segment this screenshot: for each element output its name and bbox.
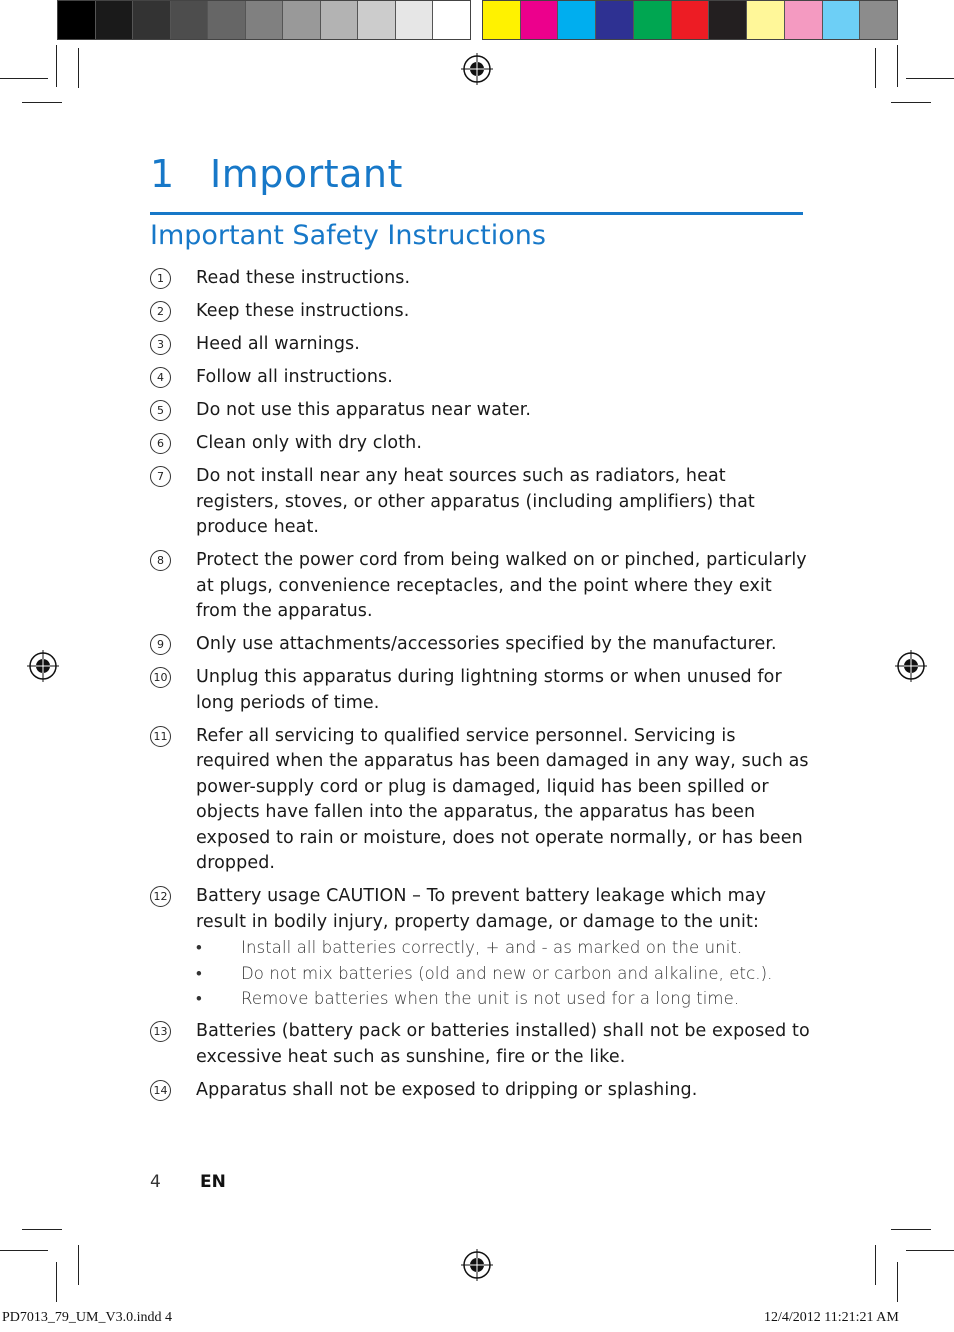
process-swatch [634,1,672,39]
process-swatch [596,1,634,39]
grayscale-swatch [208,1,246,39]
crop-mark-top-right-h1 [906,78,954,79]
item-text: Heed all warnings. [196,334,360,354]
list-item [150,365,810,391]
registration-mark-icon [894,649,928,683]
grayscale-swatch [321,1,359,39]
list-item [150,724,810,877]
slug-datetime: 12/4/2012 11:21:21 AM [764,1310,899,1325]
crop-mark-top-right-v1 [897,45,898,87]
item-body [196,884,810,1012]
item-body [196,431,810,457]
list-item [150,665,810,716]
item-text: Protect the power cord from being walked on or pinched, particularly at plugs, convenience receptacles, and the point where they exit from the apparatus. [196,550,807,621]
grayscale-color-bar [57,0,471,40]
sub-list-item [196,935,810,961]
item-text: Only use attachments/accessories specified by the manufacturer. [196,634,777,654]
sub-item-text: Remove batteries when the unit is not used for a long time. [241,989,740,1008]
item-number-marker: 12 [150,886,171,907]
item-body [196,464,810,541]
item-number-marker: 4 [150,367,171,388]
crop-mark-top-right-h2 [891,102,931,103]
item-number-marker: 14 [150,1080,171,1101]
crop-mark-top-right-v2 [875,48,876,88]
process-swatch [747,1,785,39]
sub-list-item [196,961,810,987]
item-number-marker: 8 [150,550,171,571]
item-body [196,1078,810,1104]
chapter-number: 1 [150,152,175,196]
grayscale-swatch [171,1,209,39]
chapter-title [150,152,403,196]
registration-mark-icon [26,649,60,683]
item-text: Refer all servicing to qualified service personnel. Servicing is required when the apparatus has been damaged in any way, such as power-supply cord or plug is damaged, liquid has been spilled or objects have fallen into the apparatus, the apparatus has been exposed to rain or moisture, does not operate normally, or has been dropped. [196,725,809,873]
registration-mark-icon [460,1248,494,1282]
page-number: 4 [150,1172,161,1192]
crop-mark-top-left-h1 [0,78,48,79]
bullet-icon [196,935,241,961]
crop-mark-bottom-right-h1 [891,1229,931,1230]
process-swatch [521,1,559,39]
process-swatch [860,1,897,39]
list-item [150,332,810,358]
sub-item-text: Install all batteries correctly, + and - as marked on the unit. [241,938,743,957]
process-swatch [785,1,823,39]
sub-list-item [196,986,810,1012]
process-swatch [672,1,710,39]
item-text: Read these instructions. [196,268,411,288]
list-item [150,884,810,1012]
registration-mark-icon [460,52,494,86]
item-body [196,1019,810,1070]
grayscale-swatch [133,1,171,39]
item-text: Do not use this apparatus near water. [196,400,532,420]
item-body [196,332,810,358]
item-number-marker: 6 [150,433,171,454]
grayscale-swatch [283,1,321,39]
process-swatch [558,1,596,39]
crop-mark-bottom-right-v2 [875,1245,876,1285]
list-item [150,1019,810,1070]
item-number-marker: 9 [150,634,171,655]
item-body [196,299,810,325]
item-number-marker: 3 [150,334,171,355]
item-text: Batteries (battery pack or batteries installed) shall not be exposed to excessive heat such as sunshine, fire or the like. [196,1021,810,1067]
item-number-marker: 10 [150,667,171,688]
crop-mark-bottom-right-v1 [897,1262,898,1302]
grayscale-swatch [396,1,434,39]
list-item [150,398,810,424]
process-swatch [823,1,861,39]
item-text: Unplug this apparatus during lightning storms or when unused for long periods of time. [196,667,782,713]
grayscale-swatch [433,1,470,39]
process-color-bar [482,0,898,40]
item-body [196,266,810,292]
item-text: Do not install near any heat sources such as radiators, heat registers, stoves, or other apparatus (including amplifiers) that produce heat. [196,466,755,537]
grayscale-swatch [96,1,134,39]
list-item [150,266,810,292]
battery-sublist [196,935,810,1012]
crop-mark-bottom-left-v1 [56,1262,57,1302]
item-text: Keep these instructions. [196,301,410,321]
crop-mark-bottom-left-v2 [78,1245,79,1285]
item-number-marker: 5 [150,400,171,421]
item-number-marker: 13 [150,1021,171,1042]
item-number-marker: 7 [150,466,171,487]
item-body [196,398,810,424]
language-code: EN [200,1172,226,1192]
item-number-marker: 2 [150,301,171,322]
list-item [150,431,810,457]
item-text: Clean only with dry cloth. [196,433,423,453]
item-text: Battery usage CAUTION – To prevent battery leakage which may result in bodily injury, property damage, or damage to the unit: [196,886,767,932]
crop-mark-top-left-v1 [56,45,57,87]
grayscale-swatch [246,1,284,39]
chapter-title-text: Important [210,152,403,196]
grayscale-swatch [358,1,396,39]
crop-mark-bottom-right-h2 [906,1250,954,1251]
slug-filename: PD7013_79_UM_V3.0.indd 4 [2,1310,172,1325]
item-body [196,665,810,716]
item-number-marker: 1 [150,268,171,289]
bullet-icon [196,961,241,987]
process-swatch [709,1,747,39]
item-body [196,548,810,625]
grayscale-swatch [58,1,96,39]
title-rule [150,212,803,215]
bullet-icon [196,986,241,1012]
list-item [150,464,810,541]
item-number-marker: 11 [150,726,171,747]
item-body [196,632,810,658]
crop-mark-bottom-left-h2 [0,1250,48,1251]
list-item [150,299,810,325]
list-item [150,548,810,625]
item-text: Follow all instructions. [196,367,393,387]
list-item [150,1078,810,1104]
crop-mark-bottom-left-h1 [22,1229,62,1230]
item-body [196,724,810,877]
list-item [150,632,810,658]
crop-mark-top-left-v2 [78,48,79,88]
sub-item-text: Do not mix batteries (old and new or carbon and alkaline, etc.). [241,963,773,983]
process-swatch [483,1,521,39]
item-body [196,365,810,391]
section-title: Important Safety Instructions [150,220,546,251]
item-text: Apparatus shall not be exposed to dripping or splashing. [196,1079,698,1100]
safety-instructions-list [150,266,810,1111]
crop-mark-top-left-h2 [22,102,62,103]
